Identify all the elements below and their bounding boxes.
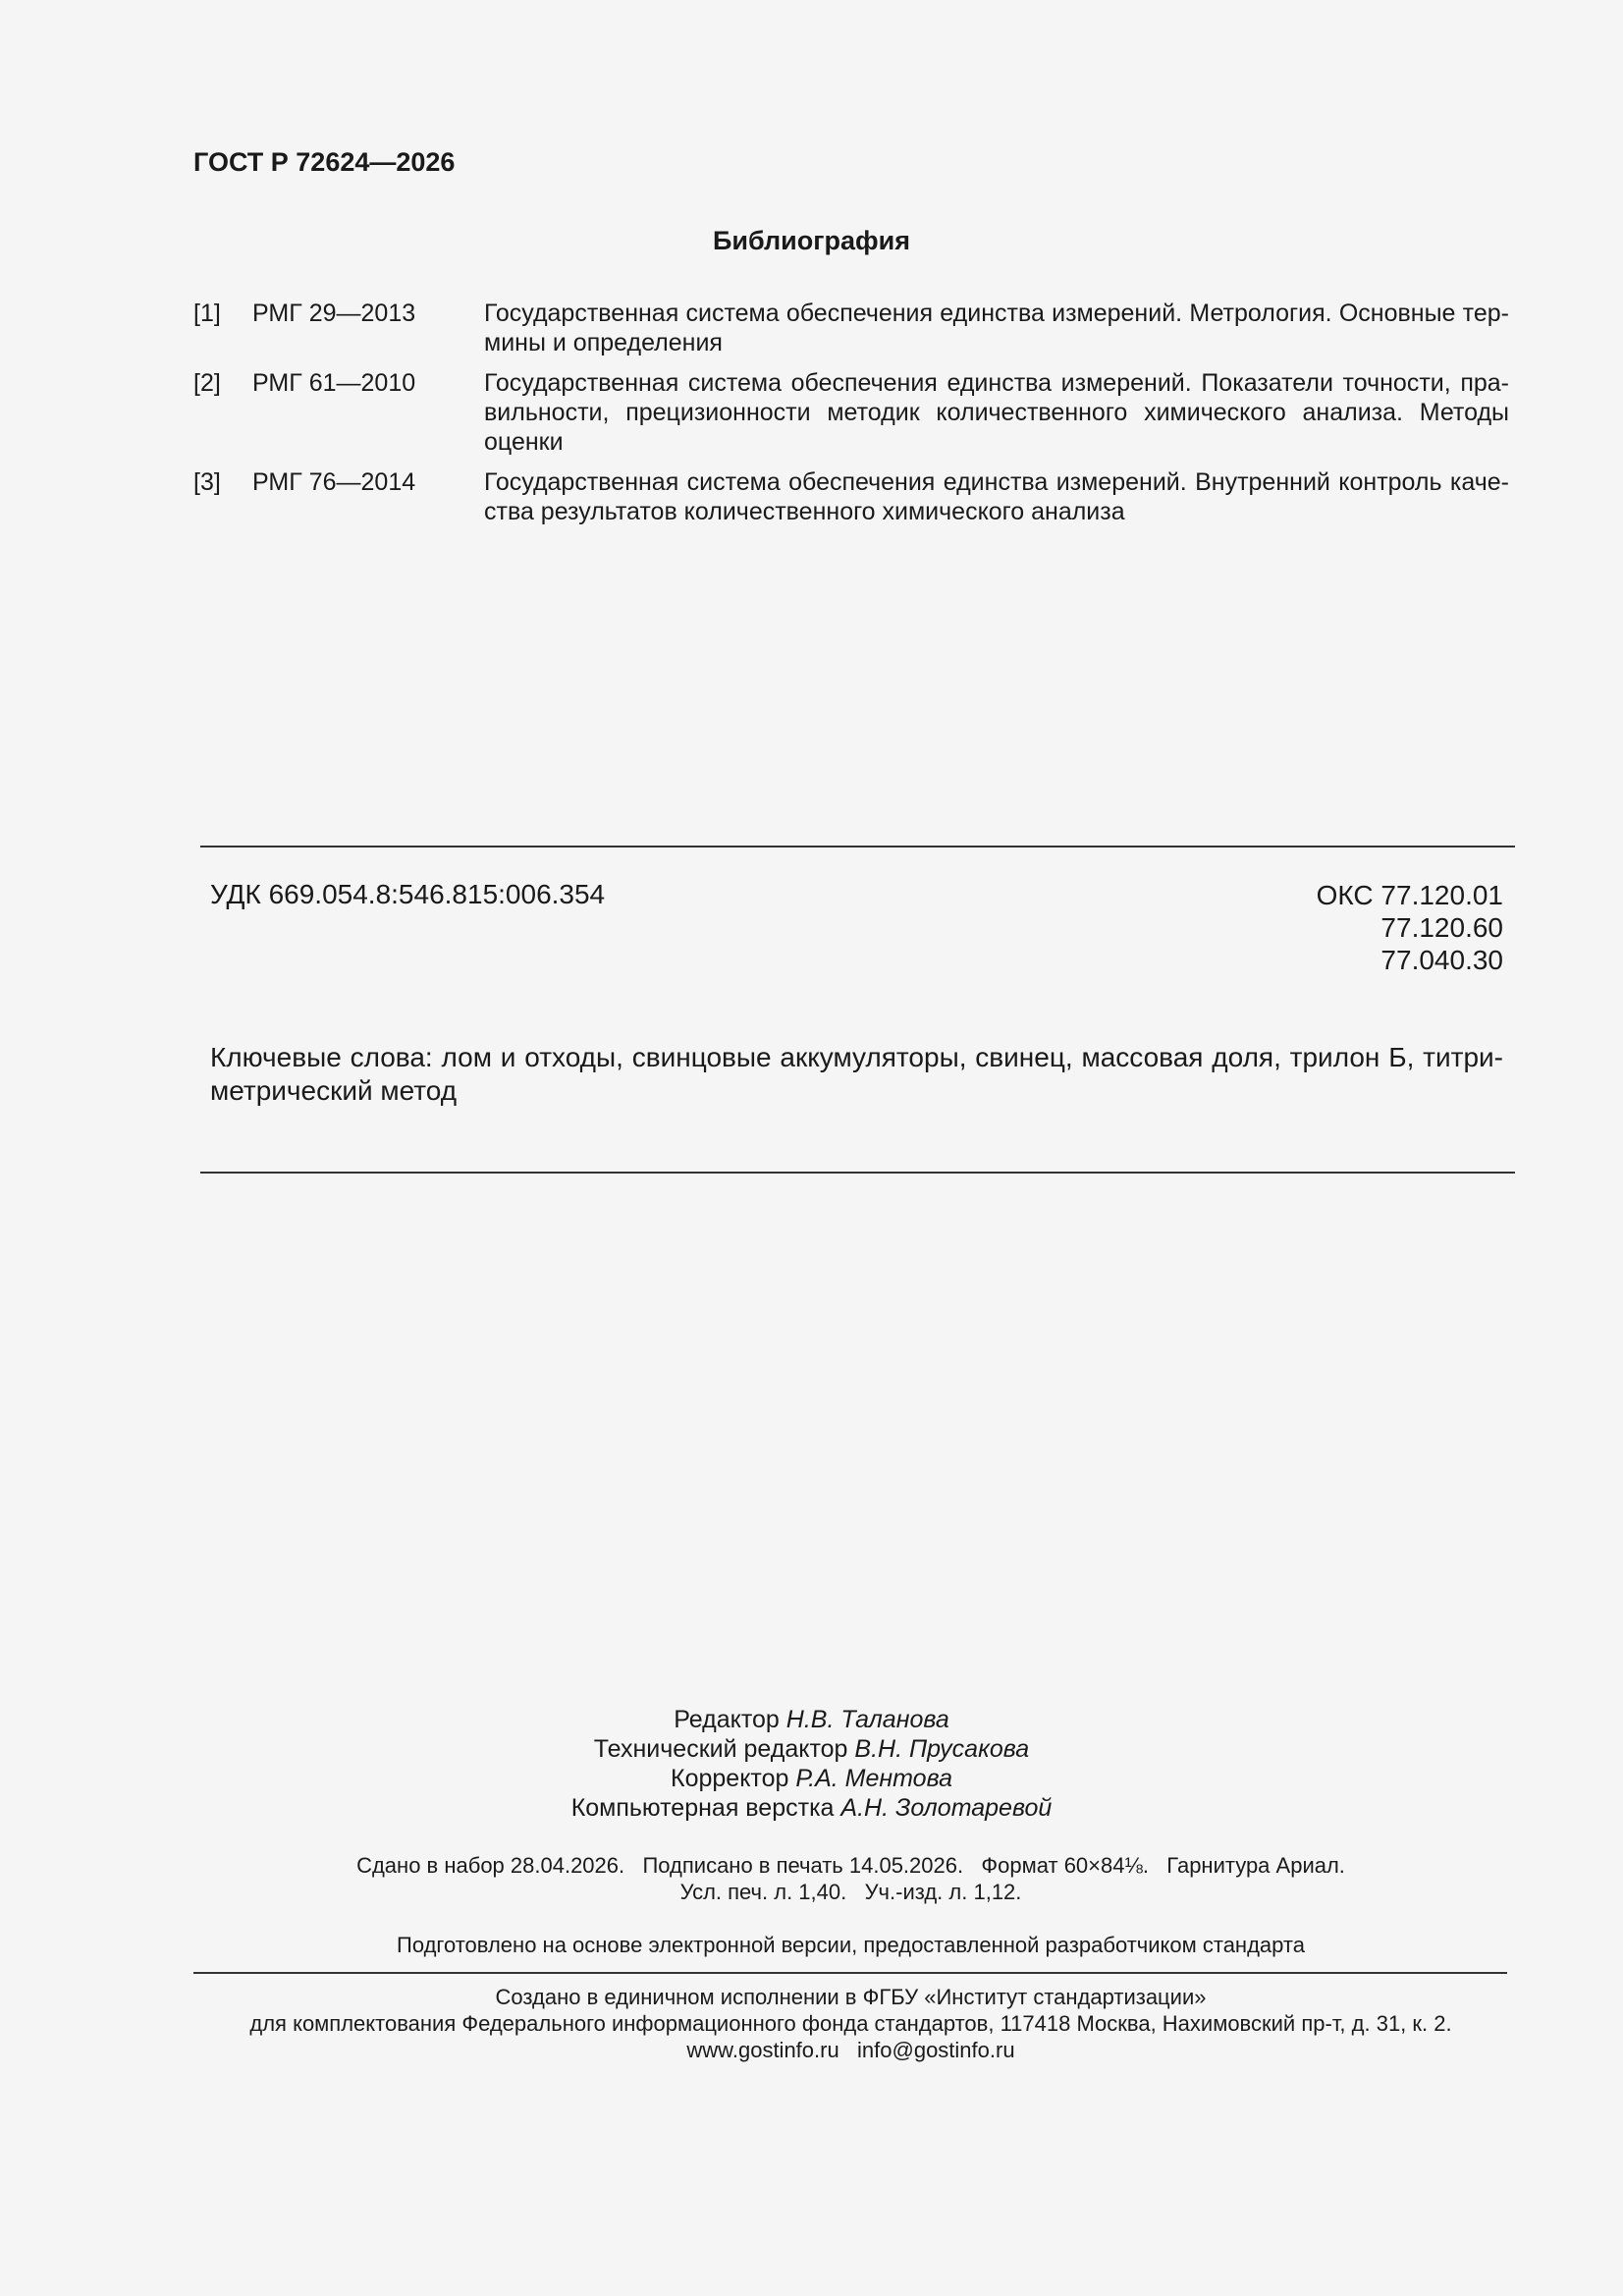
tech-editor-name: В.Н. Прусакова: [854, 1735, 1030, 1763]
entry-code: РМГ 61—2010: [252, 369, 416, 397]
editor-line: [0, 1705, 1623, 1734]
tech-editor-line: [0, 1734, 1623, 1764]
entry-number: [1]: [193, 300, 221, 327]
entry-code: РМГ 29—2013: [252, 300, 416, 327]
publisher-line-2: для комплектования Федерального информационного фонда стандартов, 117418 Москва, Нахимовский пр-т, д. 31, к. 2.: [249, 2011, 1452, 2036]
keywords: Ключевые слова: лом и отходы, свинцовые аккумуляторы, свинец, массовая доля, трилон Б, титри-метрический метод: [210, 1042, 1503, 1106]
oks-line-3: 77.040.30: [1380, 945, 1503, 975]
publisher-line-1: Создано в единичном исполнении в ФГБУ «Институт стандартизации»: [495, 1985, 1207, 2009]
document-id: ГОСТ Р 72624—2026: [193, 147, 456, 177]
oks-codes: [1317, 879, 1503, 976]
layout-name: А.Н. Золотаревой: [840, 1794, 1053, 1822]
entry-number: [3]: [193, 468, 221, 496]
prepared-note: Подготовлено на основе электронной версии, предоставленной разработчиком стандарта: [397, 1933, 1305, 1957]
editor-label: Редактор: [674, 1706, 780, 1733]
top-divider: [200, 846, 1515, 847]
proofreader-line: [0, 1764, 1623, 1793]
bibliography-list: [193, 299, 1509, 537]
bottom-divider: [200, 1172, 1515, 1174]
publisher-info: [0, 1984, 1623, 2063]
oks-line-2: 77.120.60: [1380, 912, 1503, 943]
oks-line-1: ОКС 77.120.01: [1316, 880, 1503, 910]
tech-editor-label: Технический редактор: [593, 1735, 848, 1763]
udk-code: УДК 669.054.8:546.815:006.354: [210, 879, 606, 909]
bibliography-entry: [193, 368, 1509, 457]
bibliography-title: Библиография: [713, 226, 910, 255]
bibliography-entry: [193, 299, 1509, 357]
credits-block: [0, 1705, 1623, 1823]
publisher-contacts: www.gostinfo.ru info@gostinfo.ru: [686, 2038, 1015, 2062]
entry-text: Государственная система обеспечения единства измерений. Метрология. Основные тер-мины и определения: [484, 300, 1509, 356]
print-info-line-2: Усл. печ. л. 1,40. Уч.-изд. л. 1,12.: [679, 1880, 1022, 1904]
print-info: [0, 1852, 1623, 1905]
entry-code: РМГ 76—2014: [252, 468, 416, 496]
entry-text: Государственная система обеспечения единства измерений. Показатели точности, пра-вильности, прецизионности методик количественного химического анализа. Методы оценки: [484, 369, 1509, 456]
layout-label: Компьютерная верстка: [570, 1794, 835, 1822]
proofreader-label: Корректор: [671, 1765, 789, 1792]
entry-number: [2]: [193, 369, 221, 397]
entry-text: Государственная система обеспечения единства измерений. Внутренний контроль каче-ства результатов количественного химического анализа: [484, 468, 1509, 525]
print-info-line-1: Сдано в набор 28.04.2026. Подписано в печать 14.05.2026. Формат 60×84⅛. Гарнитура Ариал.: [356, 1853, 1345, 1878]
bibliography-entry: [193, 467, 1509, 526]
editor-name: Н.В. Таланова: [785, 1706, 949, 1733]
proofreader-name: Р.А. Ментова: [795, 1765, 952, 1792]
publisher-divider: [193, 1972, 1507, 1974]
layout-line: [0, 1793, 1623, 1823]
